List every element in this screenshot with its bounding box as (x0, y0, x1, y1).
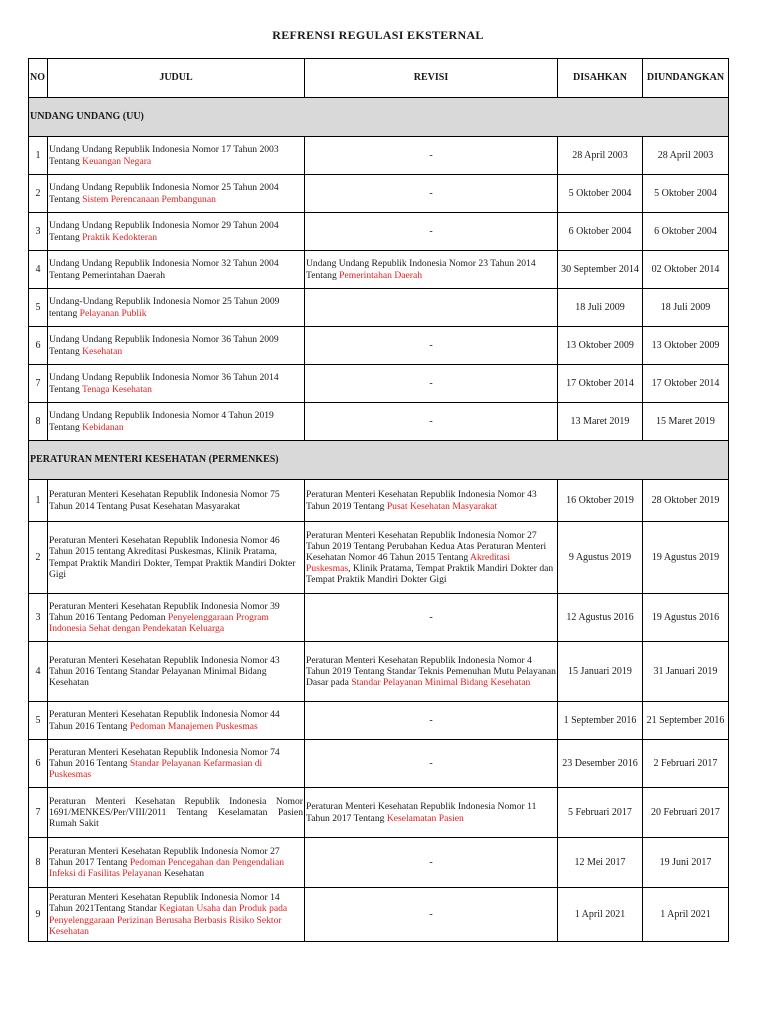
judul-text: Peraturan Menteri Kesehatan Republik Indonesia Nomor 46 Tahun 2015 tentang Akreditasi Puskesmas, Klinik Pratama, Tempat Praktik Mandiri Dokter, Tempat Praktik Mandiri Dokter Gigi (49, 535, 296, 580)
revisi-text: Peraturan Menteri Kesehatan Republik Indonesia Nomor 4 Tahun 2019 Tentang Standar Teknis Pemenuhan Mutu Pelayanan Dasar pada (306, 654, 556, 689)
row-number: 5 (29, 289, 48, 327)
judul-cell (48, 642, 305, 702)
table-row (29, 213, 729, 251)
diundangkan-date: 1 April 2021 (643, 888, 729, 942)
diundangkan-date: 21 September 2016 (643, 702, 729, 740)
revisi-text: Peraturan Menteri Kesehatan Republik Indonesia Nomor 43 Tahun 2019 Tentang (306, 489, 537, 512)
revisi-cell (305, 289, 558, 327)
section-title: PERATURAN MENTERI KESEHATAN (PERMENKES) (29, 441, 729, 480)
diundangkan-date: 28 April 2003 (643, 137, 729, 175)
disahkan-date: 5 Februari 2017 (558, 788, 643, 838)
judul-text: Undang Undang Republik Indonesia Nomor 4 Tahun 2019 Tentang (49, 410, 274, 433)
judul-cell (48, 702, 305, 740)
judul-cell (48, 480, 305, 522)
judul-text: Peraturan Menteri Kesehatan Republik Indonesia Nomor 27 Tahun 2017 Tentang (49, 845, 280, 868)
revisi-cell (305, 594, 558, 642)
row-number: 3 (29, 213, 48, 251)
judul-highlight: Pedoman Manajemen Puskesmas (129, 720, 258, 732)
diundangkan-date: 15 Maret 2019 (643, 403, 729, 441)
table-row (29, 480, 729, 522)
judul-highlight: Praktik Kedokteran (82, 231, 158, 243)
revisi-cell (305, 740, 558, 788)
diundangkan-date: 5 Oktober 2004 (643, 175, 729, 213)
diundangkan-date: 19 Agustus 2016 (643, 594, 729, 642)
revisi-cell (305, 788, 558, 838)
revisi-cell (305, 838, 558, 888)
revisi-text: - (429, 149, 433, 161)
row-number: 8 (29, 403, 48, 441)
judul-text: Peraturan Menteri Kesehatan Republik Indonesia Nomor 43 Tahun 2016 Tentang Standar Pelayanan Minimal Bidang Kesehatan (49, 654, 280, 689)
revisi-highlight: Akreditasi Puskesmas (306, 551, 510, 575)
table-row (29, 365, 729, 403)
revisi-cell (305, 327, 558, 365)
diundangkan-date: 6 Oktober 2004 (643, 213, 729, 251)
section-row (29, 98, 729, 137)
revisi-text: - (429, 225, 433, 237)
judul-highlight: Penyelenggaraan Program Indonesia Sehat dengan Pendekatan Keluarga (49, 611, 269, 635)
judul-highlight: Kegiatan Usaha dan Produk pada Penyelenggaraan Perizinan Berusaha Berbasis Risiko Sektor Kesehatan (49, 903, 288, 937)
disahkan-date: 1 April 2021 (558, 888, 643, 942)
disahkan-date: 17 Oktober 2014 (558, 365, 643, 403)
diundangkan-date: 02 Oktober 2014 (643, 251, 729, 289)
table-row (29, 740, 729, 788)
header-no: NO (29, 59, 48, 98)
judul-highlight: Tenaga Kesehatan (82, 383, 152, 395)
judul-highlight: Kesehatan (82, 345, 123, 357)
revisi-text: - (429, 339, 433, 351)
revisi-text: - (429, 714, 433, 726)
judul-cell (48, 137, 305, 175)
revisi-tail: , Klinik Pratama, Tempat Praktik Mandiri Dokter dan Tempat Praktik Mandiri Dokter Gigi (306, 563, 554, 586)
judul-text: Peraturan Menteri Kesehatan Republik Indonesia Nomor 74 Tahun 2016 Tentang (49, 746, 280, 769)
header-revisi: REVISI (305, 59, 558, 98)
row-number: 7 (29, 788, 48, 838)
revisi-cell (305, 403, 558, 441)
table-row (29, 788, 729, 838)
table-row (29, 594, 729, 642)
revisi-cell (305, 702, 558, 740)
revisi-cell (305, 522, 558, 594)
judul-highlight: Keuangan Negara (82, 155, 152, 167)
disahkan-date: 16 Oktober 2019 (558, 480, 643, 522)
judul-text: Peraturan Menteri Kesehatan Republik Indonesia Nomor 1691/MENKES/Per/VIII/2011 Tentang Keselamatan Pasien Rumah Sakit (49, 795, 303, 830)
judul-cell (48, 403, 305, 441)
disahkan-date: 15 Januari 2019 (558, 642, 643, 702)
revisi-highlight: Pemerintahan Daerah (339, 269, 423, 281)
revisi-cell (305, 251, 558, 289)
revisi-cell (305, 642, 558, 702)
judul-cell (48, 289, 305, 327)
row-number: 6 (29, 740, 48, 788)
judul-cell (48, 213, 305, 251)
disahkan-date: 5 Oktober 2004 (558, 175, 643, 213)
judul-cell (48, 838, 305, 888)
diundangkan-date: 13 Oktober 2009 (643, 327, 729, 365)
judul-text: Undang Undang Republik Indonesia Nomor 29 Tahun 2004 Tentang (49, 220, 279, 243)
revisi-text: - (429, 856, 433, 868)
revisi-text: - (429, 611, 433, 623)
revisi-cell (305, 213, 558, 251)
judul-highlight: Pelayanan Publik (79, 307, 147, 319)
row-number: 8 (29, 838, 48, 888)
disahkan-date: 30 September 2014 (558, 251, 643, 289)
row-number: 2 (29, 522, 48, 594)
judul-text: Undang Undang Republik Indonesia Nomor 36 Tahun 2009 Tentang (49, 334, 279, 357)
judul-text: Undang-Undang Republik Indonesia Nomor 25 Tahun 2009 tentang (49, 296, 280, 319)
row-number: 1 (29, 137, 48, 175)
judul-text: Peraturan Menteri Kesehatan Republik Indonesia Nomor 39 Tahun 2016 Tentang Pedoman (49, 600, 280, 623)
revisi-text: - (429, 415, 433, 427)
table-row (29, 702, 729, 740)
disahkan-date: 6 Oktober 2004 (558, 213, 643, 251)
diundangkan-date: 18 Juli 2009 (643, 289, 729, 327)
disahkan-date: 18 Juli 2009 (558, 289, 643, 327)
diundangkan-date: 17 Oktober 2014 (643, 365, 729, 403)
table-row (29, 175, 729, 213)
disahkan-date: 12 Agustus 2016 (558, 594, 643, 642)
revisi-text: - (429, 187, 433, 199)
diundangkan-date: 31 Januari 2019 (643, 642, 729, 702)
regulation-table (28, 58, 729, 942)
judul-text: Peraturan Menteri Kesehatan Republik Indonesia Nomor 75 Tahun 2014 Tentang Pusat Kesehatan Masyarakat (49, 489, 280, 512)
judul-text: Peraturan Menteri Kesehatan Republik Indonesia Nomor 14 Tahun 2021Tentang Standar (49, 892, 280, 915)
revisi-highlight: Pusat Kesehatan Masyarakat (386, 500, 498, 512)
judul-cell (48, 888, 305, 942)
row-number: 5 (29, 702, 48, 740)
row-number: 9 (29, 888, 48, 942)
table-row (29, 838, 729, 888)
row-number: 2 (29, 175, 48, 213)
section-row (29, 441, 729, 480)
disahkan-date: 13 Oktober 2009 (558, 327, 643, 365)
judul-cell (48, 594, 305, 642)
table-row (29, 251, 729, 289)
revisi-cell (305, 137, 558, 175)
judul-text: Peraturan Menteri Kesehatan Republik Indonesia Nomor 44 Tahun 2016 Tentang (49, 709, 280, 732)
revisi-text: Peraturan Menteri Kesehatan Republik Indonesia Nomor 11 Tahun 2017 Tentang (306, 801, 537, 824)
revisi-text: Peraturan Menteri Kesehatan Republik Indonesia Nomor 27 Tahun 2019 Tentang Perubahan Kedua Atas Peraturan Menteri Kesehatan Nomor 46 Tahun 2015 Tentang (306, 529, 547, 563)
diundangkan-date: 20 Februari 2017 (643, 788, 729, 838)
table-row (29, 327, 729, 365)
judul-tail: Kesehatan (161, 868, 205, 880)
revisi-text: Undang Undang Republik Indonesia Nomor 23 Tahun 2014 Tentang (306, 258, 536, 281)
revisi-cell (305, 480, 558, 522)
revisi-text: - (429, 377, 433, 389)
table-row (29, 642, 729, 702)
row-number: 4 (29, 251, 48, 289)
diundangkan-date: 19 Agustus 2019 (643, 522, 729, 594)
judul-text: Undang Undang Republik Indonesia Nomor 17 Tahun 2003 Tentang (49, 144, 279, 167)
diundangkan-date: 28 Oktober 2019 (643, 480, 729, 522)
revisi-cell (305, 175, 558, 213)
section-title: UNDANG UNDANG (UU) (29, 98, 729, 137)
diundangkan-date: 19 Juni 2017 (643, 838, 729, 888)
judul-highlight: Pedoman Pencegahan dan Pengendalian Infeksi di Fasilitas Pelayanan (49, 856, 285, 880)
disahkan-date: 1 September 2016 (558, 702, 643, 740)
table-header-row (29, 59, 729, 98)
disahkan-date: 13 Maret 2019 (558, 403, 643, 441)
document-title: REFRENSI REGULASI EKSTERNAL (272, 28, 484, 42)
disahkan-date: 9 Agustus 2019 (558, 522, 643, 594)
judul-cell (48, 251, 305, 289)
row-number: 6 (29, 327, 48, 365)
revisi-highlight: Keselamatan Pasien (386, 812, 464, 824)
judul-cell (48, 175, 305, 213)
row-number: 7 (29, 365, 48, 403)
revisi-highlight: Standar Pelayanan Minimal Bidang Kesehatan (351, 677, 531, 689)
table-row (29, 289, 729, 327)
header-disahkan: DISAHKAN (558, 59, 643, 98)
judul-highlight: Kebidanan (82, 421, 124, 433)
revisi-text: - (429, 908, 433, 920)
row-number: 3 (29, 594, 48, 642)
judul-cell (48, 327, 305, 365)
diundangkan-date: 2 Februari 2017 (643, 740, 729, 788)
table-row (29, 888, 729, 942)
judul-cell (48, 740, 305, 788)
judul-text: Undang Undang Republik Indonesia Nomor 25 Tahun 2004 Tentang (49, 182, 279, 205)
judul-text: Undang Undang Republik Indonesia Nomor 36 Tahun 2014 Tentang (49, 372, 279, 395)
table-row (29, 522, 729, 594)
judul-highlight: Standar Pelayanan Kefarmasian di Puskesmas (49, 757, 263, 781)
table-row (29, 137, 729, 175)
revisi-text: - (429, 757, 433, 769)
judul-cell (48, 788, 305, 838)
header-judul: JUDUL (48, 59, 305, 98)
disahkan-date: 12 Mei 2017 (558, 838, 643, 888)
row-number: 1 (29, 480, 48, 522)
revisi-cell (305, 365, 558, 403)
disahkan-date: 23 Desember 2016 (558, 740, 643, 788)
judul-cell (48, 522, 305, 594)
judul-text: Undang Undang Republik Indonesia Nomor 32 Tahun 2004 Tentang Pemerintahan Daerah (49, 258, 279, 281)
row-number: 4 (29, 642, 48, 702)
judul-cell (48, 365, 305, 403)
judul-highlight: Sistem Perencanaan Pembangunan (82, 193, 216, 205)
revisi-cell (305, 888, 558, 942)
header-diundangkan: DIUNDANGKAN (643, 59, 729, 98)
table-row (29, 403, 729, 441)
disahkan-date: 28 April 2003 (558, 137, 643, 175)
